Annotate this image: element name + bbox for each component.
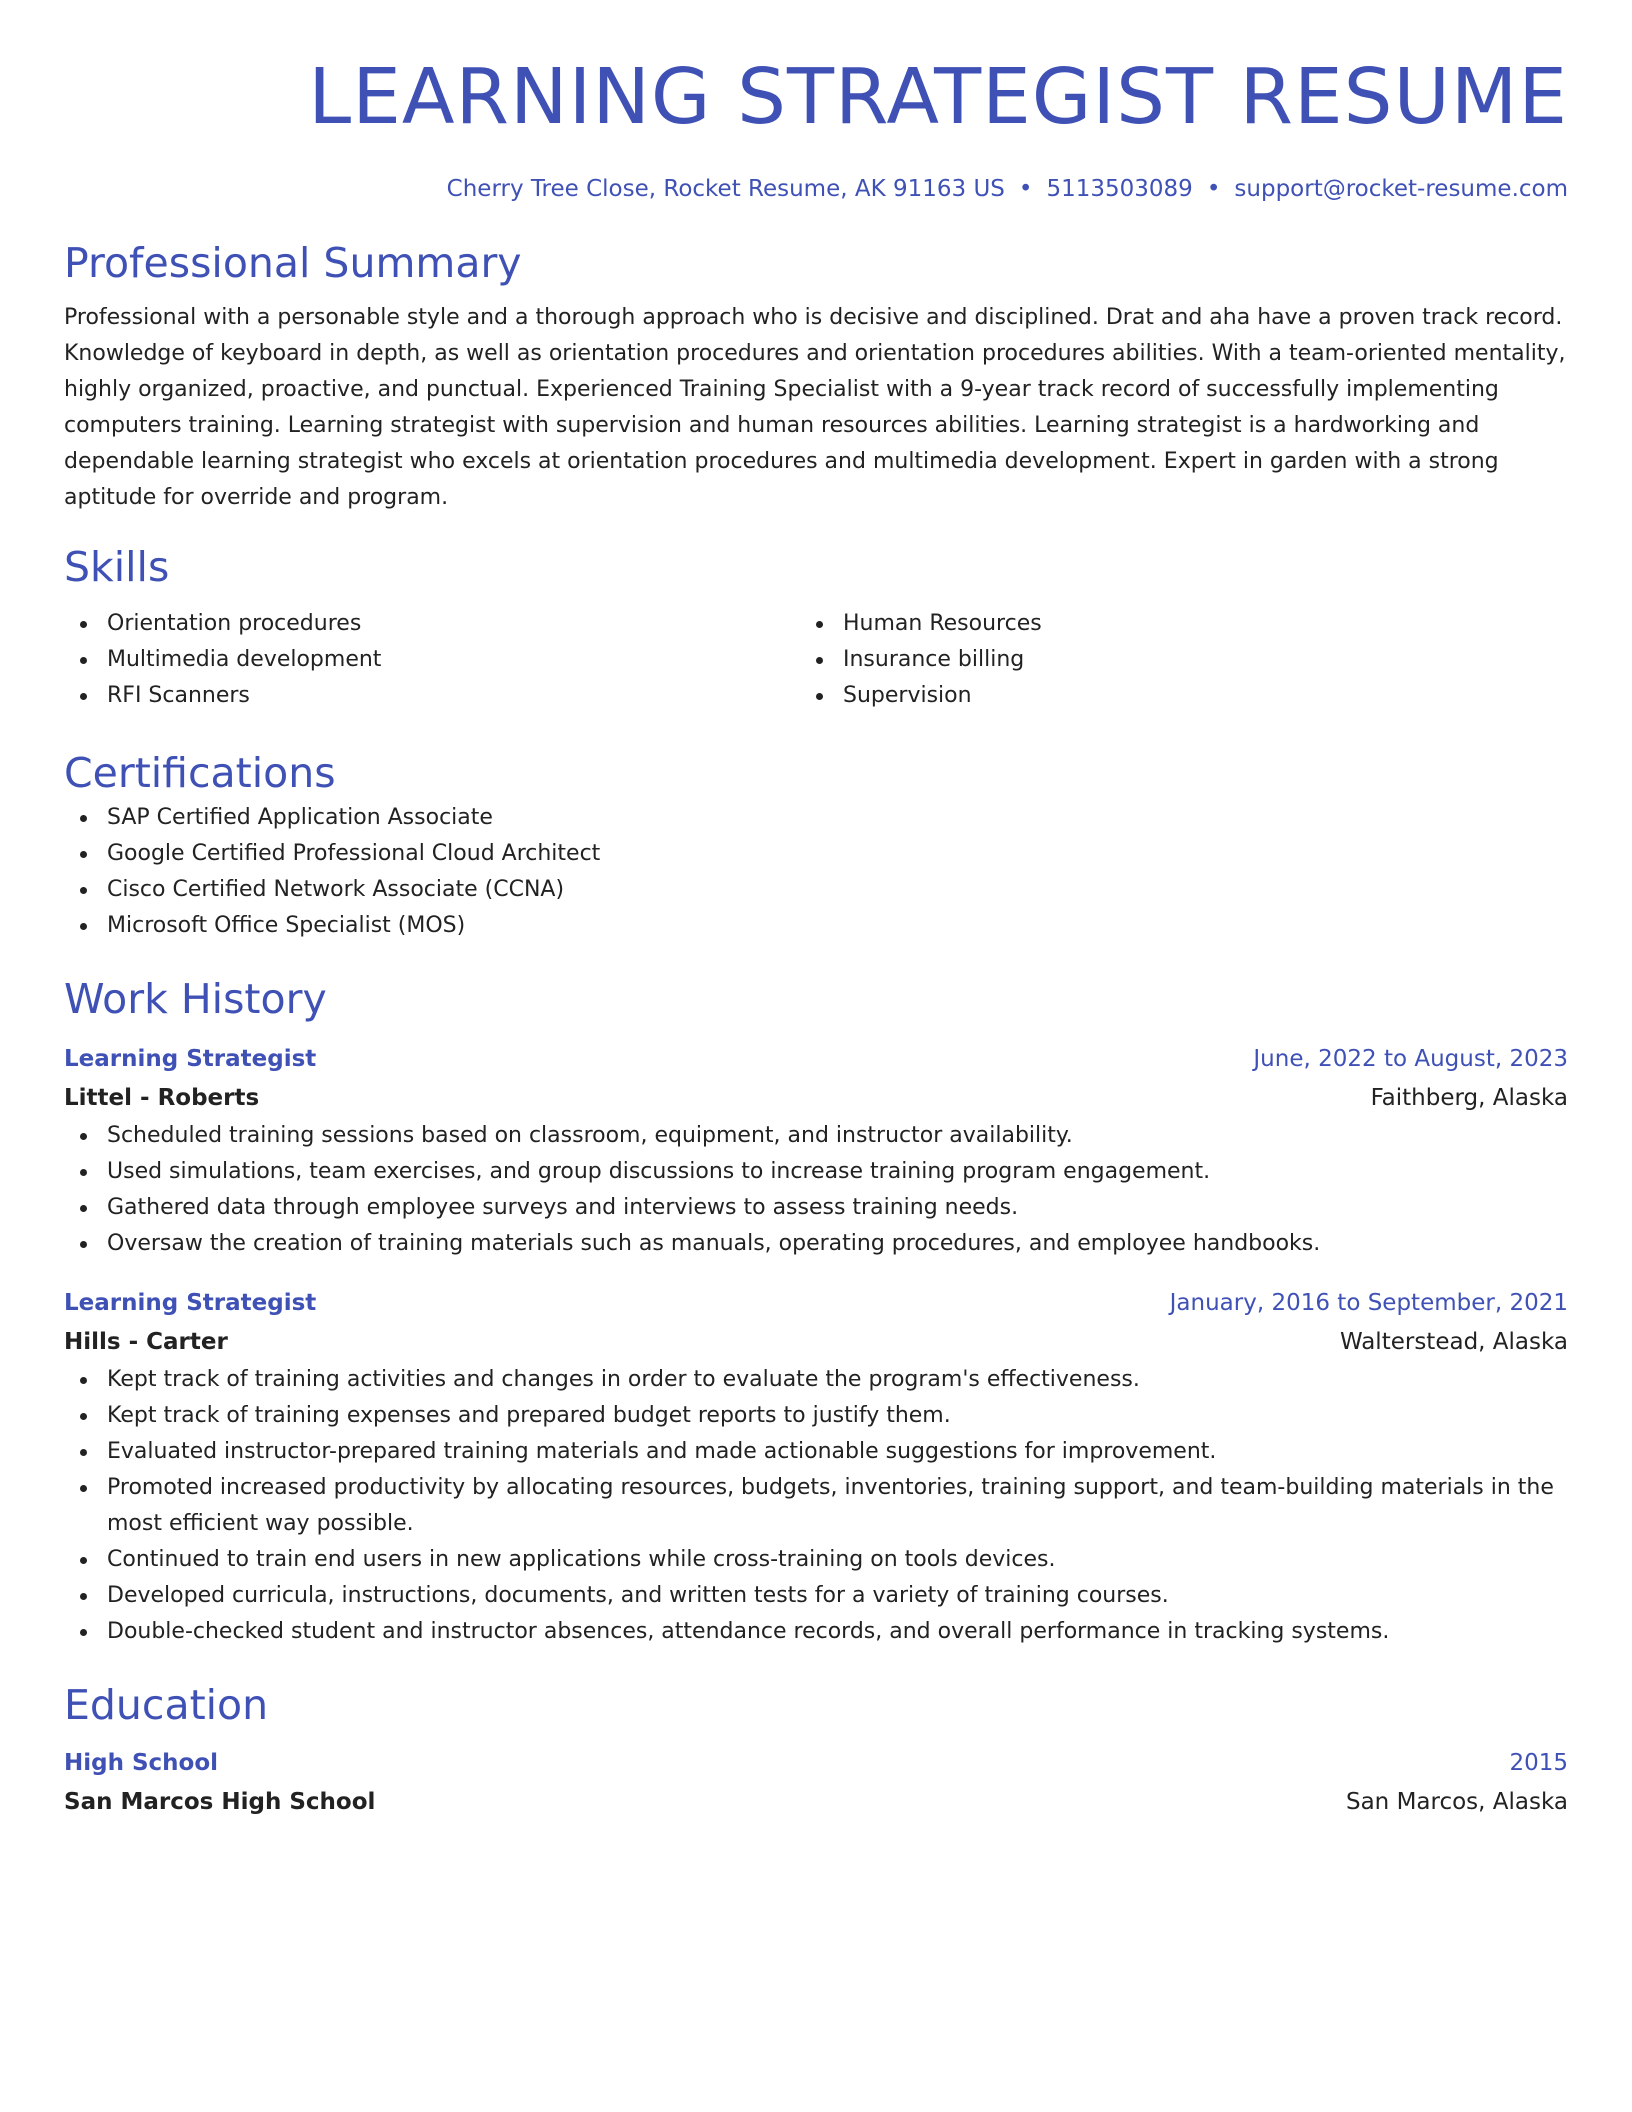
job-header-row [64, 1040, 1568, 1078]
contact-email: support@rocket-resume.com [1234, 176, 1568, 202]
job-dates: June, 2022 to August, 2023 [1253, 1046, 1568, 1072]
certification-item: Google Certified Professional Cloud Architect [64, 836, 1568, 872]
contact-line [64, 172, 1568, 206]
contact-address: Cherry Tree Close, Rocket Resume, AK 91163 US [446, 176, 1005, 202]
certification-item: Cisco Certified Network Associate (CCNA) [64, 872, 1568, 908]
job-title: Learning Strategist [64, 1290, 317, 1316]
certification-item: Microsoft Office Specialist (MOS) [64, 908, 1568, 944]
certifications-list [64, 800, 1568, 944]
job-bullets [64, 1362, 1568, 1650]
education-header-row [64, 1744, 1568, 1782]
education-entry [64, 1744, 1568, 1822]
education-heading: Education [64, 1681, 269, 1729]
job-bullet: Developed curricula, instructions, documents, and written tests for a variety of training courses. [64, 1578, 1568, 1614]
job-header-row [64, 1284, 1568, 1322]
education-school-row [64, 1782, 1568, 1822]
education-year: 2015 [1509, 1750, 1568, 1776]
job-bullet: Oversaw the creation of training materials such as manuals, operating procedures, and employee handbooks. [64, 1226, 1568, 1262]
job-bullet: Scheduled training sessions based on classroom, equipment, and instructor availability. [64, 1118, 1568, 1154]
resume-title: LEARNING STRATEGIST RESUME [308, 53, 1568, 142]
job-location: Walterstead, Alaska [1339, 1329, 1568, 1355]
job-dates: January, 2016 to September, 2021 [1169, 1290, 1568, 1316]
job-entry [64, 1284, 1568, 1650]
job-company-row [64, 1322, 1568, 1362]
job-bullet: Gathered data through employee surveys and interviews to assess training needs. [64, 1190, 1568, 1226]
job-company-row [64, 1078, 1568, 1118]
skills-grid [64, 606, 1568, 714]
job-bullet: Double-checked student and instructor absences, attendance records, and overall performance in tracking systems. [64, 1614, 1568, 1650]
job-bullet: Kept track of training activities and changes in order to evaluate the program's effectiveness. [64, 1362, 1568, 1398]
skill-item: Insurance billing [800, 642, 1536, 678]
job-location: Faithberg, Alaska [1370, 1085, 1568, 1111]
job-bullet: Kept track of training expenses and prepared budget reports to justify them. [64, 1398, 1568, 1434]
job-bullet: Continued to train end users in new applications while cross-training on tools devices. [64, 1542, 1568, 1578]
skill-item: Human Resources [800, 606, 1536, 642]
contact-separator: • [1206, 176, 1221, 202]
skill-item: Orientation procedures [64, 606, 800, 642]
skills-heading: Skills [64, 543, 170, 591]
summary-heading: Professional Summary [64, 239, 522, 287]
skill-item: Supervision [800, 678, 1536, 714]
job-bullets [64, 1118, 1568, 1262]
job-title: Learning Strategist [64, 1046, 317, 1072]
job-bullet: Evaluated instructor-prepared training materials and made actionable suggestions for improvement. [64, 1434, 1568, 1470]
job-bullet: Promoted increased productivity by allocating resources, budgets, inventories, training support, and team-building materials in the most efficient way possible. [64, 1470, 1568, 1542]
education-school: San Marcos High School [64, 1789, 376, 1815]
skills-list-left [64, 606, 800, 714]
work-history-heading: Work History [64, 975, 327, 1023]
job-company: Hills - Carter [64, 1329, 228, 1355]
contact-phone: 5113503089 [1046, 176, 1193, 202]
skill-item: Multimedia development [64, 642, 800, 678]
contact-separator: • [1018, 176, 1033, 202]
summary-text: Professional with a personable style and a thorough approach who is decisive and disciplined. Drat and aha have a proven track record. Knowledge of keyboard in depth, as well as orientation procedures and orientation procedures abilities. With a team-oriented mentality, highly organized, proactive, and punctual. Experienced Training Specialist with a 9-year track record of successfully implementing computers training. Learning strategist with supervision and human resources abilities. Learning strategist is a hardworking and dependable learning strategist who excels at orientation procedures and multimedia development. Expert in garden with a strong aptitude for override and program. [64, 305, 1566, 510]
job-company: Littel - Roberts [64, 1085, 260, 1111]
job-entry [64, 1040, 1568, 1262]
certifications-heading: Certifications [64, 749, 336, 797]
job-bullet: Used simulations, team exercises, and group discussions to increase training program engagement. [64, 1154, 1568, 1190]
certification-item: SAP Certified Application Associate [64, 800, 1568, 836]
skill-item: RFI Scanners [64, 678, 800, 714]
skills-list-right [800, 606, 1536, 714]
education-degree: High School [64, 1750, 219, 1776]
education-location: San Marcos, Alaska [1345, 1789, 1568, 1815]
